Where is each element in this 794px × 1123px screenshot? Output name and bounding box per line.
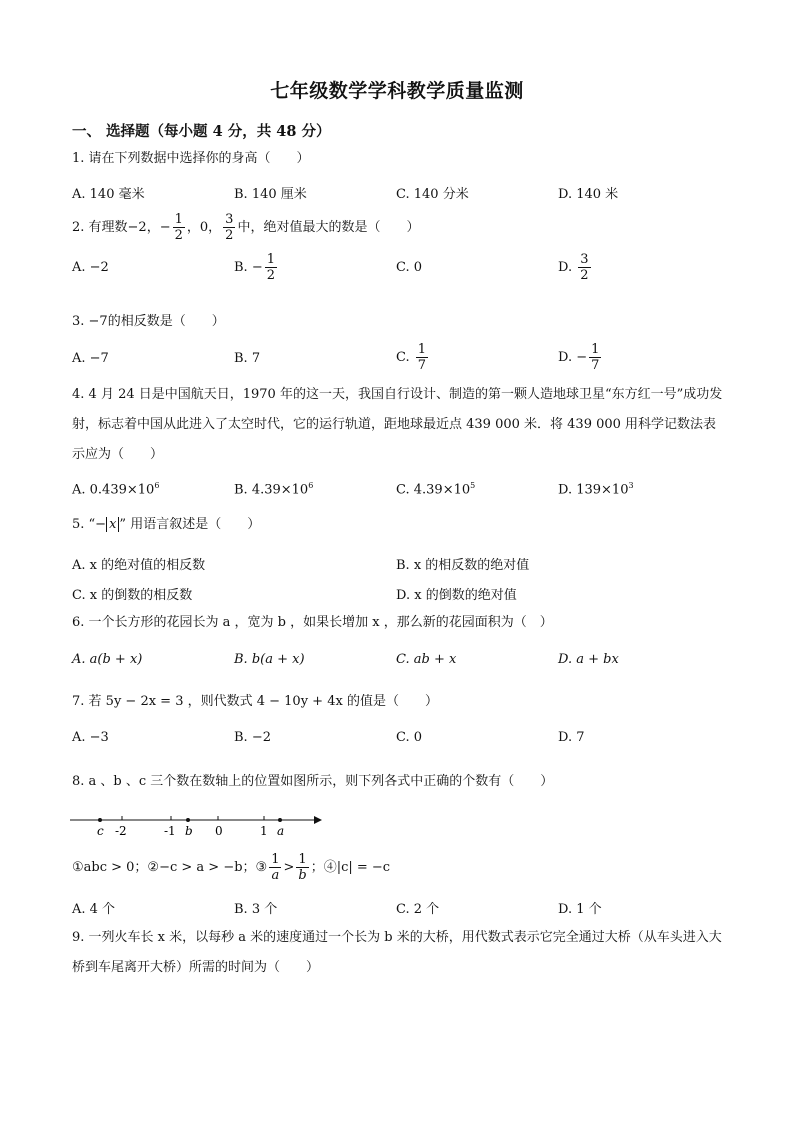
fraction-numerator: 1 [417,342,427,357]
fraction-denominator: 7 [417,358,427,373]
q8-conditions [72,852,390,884]
fraction-denominator: 7 [591,358,600,373]
q2-option-a: A. −2 [72,260,109,275]
label-b: b [185,824,193,838]
fraction [223,212,235,243]
label-a: a [277,824,285,838]
condition-text: ；④|c| = −c [310,860,391,875]
q5-option-a: A. x 的绝对值的相反数 [72,558,206,573]
fraction-denominator: 2 [225,228,234,243]
fraction-denominator: 2 [174,228,183,243]
number-line [70,806,330,840]
fraction [296,852,308,883]
q2-stem-part: 2. 有理数−2，− [72,220,171,235]
q3-option-d [558,342,603,373]
question-3: 3. −7的相反数是（ ） [72,314,225,329]
fraction-numerator: 3 [225,212,234,227]
q3-option-a: A. −7 [72,351,109,366]
option-label: C. [396,350,410,365]
fraction [416,342,428,373]
fraction [269,852,281,883]
q4-option-d [558,481,634,497]
fraction-numerator: 1 [591,342,600,357]
fraction [265,252,277,283]
fraction-denominator: 2 [580,268,589,283]
q7-option-b: B. −2 [234,730,271,745]
q6-option-d: D. a + bx [558,652,619,667]
exponent: 5 [470,481,476,490]
q4-option-a [72,481,159,497]
option-label: D. − [558,350,588,365]
q7-option-a: A. −3 [72,730,109,745]
fraction-denominator: 2 [266,268,275,283]
option-text: A. 0.439×10 [72,482,155,498]
question-7: 7. 若 5y − 2x = 3 ，则代数式 4 − 10y + 4x 的值是（ ） [72,694,438,709]
exponent: 6 [308,481,314,490]
label-0: 0 [215,824,223,838]
question-1: 1. 请在下列数据中选择你的身高（ ） [72,151,310,166]
q2-option-b [234,252,279,283]
q6-option-a: A. a(b + x) [72,652,143,667]
q1-option-c: C. 140 分米 [396,187,469,202]
exponent: 3 [628,481,634,490]
q5-option-b: B. x 的相反数的绝对值 [396,558,530,573]
label-minus-1: -1 [164,824,176,838]
q1-option-a: A. 140 毫米 [72,187,145,202]
point-b [186,818,190,822]
question-2 [72,212,419,244]
question-6: 6. 一个长方形的花园长为 a ，宽为 b ，如果长增加 x ，那么新的花园面积为（ ） [72,615,553,630]
q2-option-d [558,252,593,283]
point-c [98,818,102,822]
option-text: C. 4.39×10 [396,482,471,498]
fraction [589,342,601,373]
q8-option-a: A. 4 个 [72,902,116,917]
q6-option-b: B. b(a + x) [234,652,305,667]
option-text: D. 139×10 [558,482,629,498]
q8-option-b: B. 3 个 [234,902,278,917]
page-title: 七年级数学学科教学质量监测 [270,80,524,102]
fraction-denominator: a [271,868,280,883]
absolute-value: x [106,517,119,532]
q4-option-c [396,481,475,497]
exponent: 6 [154,481,160,490]
fraction-numerator: 1 [266,252,275,267]
q3-option-c [396,342,430,373]
option-text: B. 4.39×10 [234,482,309,498]
q8-option-d: D. 1 个 [558,902,602,917]
q2-option-c: C. 0 [396,260,423,275]
condition-text: ①abc > 0；②−c > a > −b；③ [72,860,268,875]
q1-option-d: D. 140 米 [558,187,619,202]
fraction-denominator: b [298,868,307,883]
q7-option-d: D. 7 [558,730,585,745]
q5-stem-part: 5. “− [72,517,107,532]
q4-option-b [234,481,313,497]
condition-text: > [283,860,295,875]
option-label: D. [558,260,573,275]
q3-option-b: B. 7 [234,351,261,366]
q2-stem-part: ，0， [186,220,222,235]
label-minus-2: -2 [115,824,127,838]
q5-option-c: C. x 的倒数的相反数 [72,588,193,603]
fraction-numerator: 1 [298,852,307,867]
question-4: 4. 4 月 24 日是中国航天日，1970 年的这一天，我国自行设计、制造的第一颗人造地球卫星“东方红一号”成功发射，标志着中国从此进入了太空时代，它的运行轨道，距地球最近点 439 000 米．将 439 000 用科学记数法表示应为（ ） [72,387,723,462]
q2-stem-part: 中，绝对值最大的数是（ ） [237,220,420,235]
q7-option-c: C. 0 [396,730,423,745]
label-1: 1 [260,824,268,838]
q1-option-b: B. 140 厘米 [234,187,307,202]
point-a [278,818,282,822]
q8-option-c: C. 2 个 [396,902,440,917]
label-c: c [97,824,104,838]
q5-stem-part: ” 用语言叙述是（ ） [119,517,261,532]
question-9: 9. 一列火车长 x 米，以每秒 a 米的速度通过一个长为 b 米的大桥，用代数式表示它完全通过大桥（从车头进入大桥到车尾离开大桥）所需的时间为（ ） [72,930,722,975]
fraction-numerator: 1 [271,852,280,867]
fraction [173,212,185,243]
section-heading: 一、 选择题（每小题 4 分，共 48 分） [72,123,331,140]
q6-option-c: C. ab + x [396,652,457,667]
fraction [578,252,590,283]
arrow-head-icon [314,816,322,824]
question-5 [72,511,260,539]
fraction-numerator: 3 [580,252,589,267]
q5-option-d: D. x 的倒数的绝对值 [396,588,517,603]
question-8: 8. a 、b 、c 三个数在数轴上的位置如图所示，则下列各式中正确的个数有（ ） [72,774,554,789]
fraction-numerator: 1 [174,212,183,227]
option-label: B. − [234,260,263,275]
